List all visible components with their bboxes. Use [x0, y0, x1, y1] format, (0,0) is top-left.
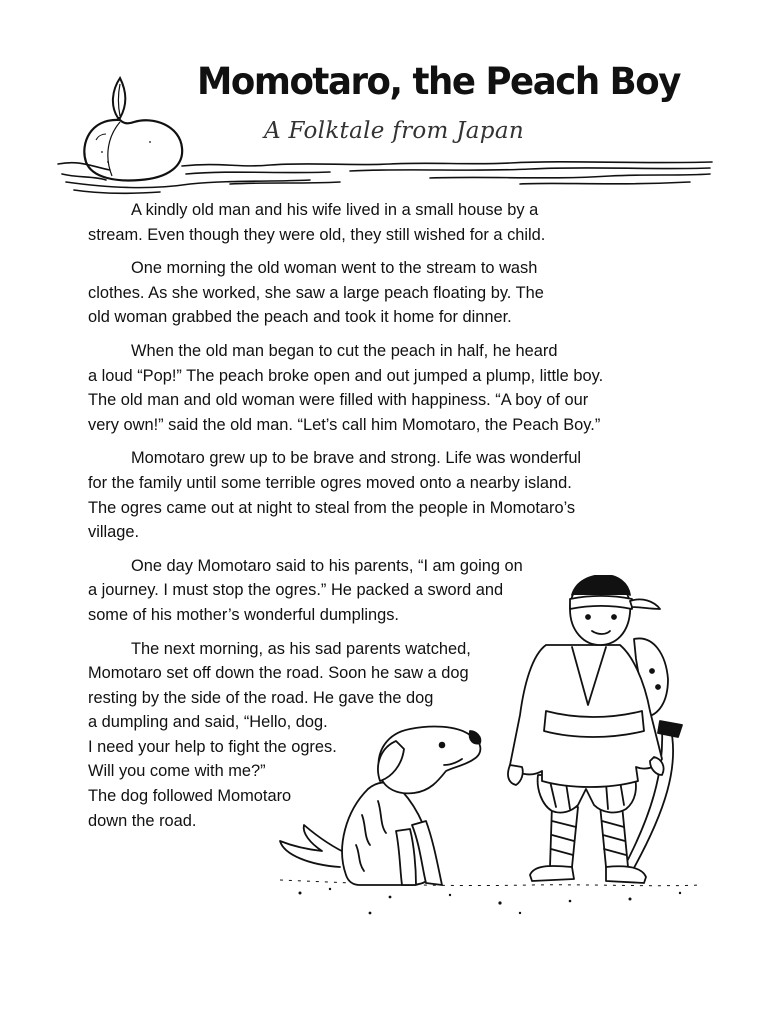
ground-dots: [280, 880, 700, 914]
story-paragraph: One morning the old woman went to the stream to wash clothes. As she worked, she saw a large peach floating by. The old woman grabbed the peach and took it home for dinner.: [88, 259, 544, 327]
story-paragraph: The next morning, as his sad parents watched, Momotaro set off down the road. Soon he saw a dog resting by the side of the road. He gave the dog a dumpling and said, “Hello, dog. I need your help to fight the ogres. Will you come with me?” The dog followed Momotaro down the road.: [88, 639, 471, 830]
story-paragraph: One day Momotaro said to his parents, “I am going on a journey. I must stop the ogres.” He packed a sword and some of his mother’s wonderful dumplings.: [88, 556, 523, 624]
momotaro-figure: [508, 575, 682, 883]
story-paragraph: A kindly old man and his wife lived in a small house by a stream. Even though they were old, they still wished for a child.: [88, 201, 546, 244]
momotaro-and-dog-illustration: [270, 575, 710, 935]
page-title: Momotaro, the Peach Boy: [197, 60, 680, 103]
story-paragraph: When the old man began to cut the peach in half, he heard a loud “Pop!” The peach broke open and out jumped a plump, little boy. The old man and old woman were filled with happiness. “A boy of our very own!” said the old man. “Let’s call him Momotaro, the Peach Boy.”: [88, 341, 604, 434]
page-subtitle: A Folktale from Japan: [264, 118, 524, 144]
story-paragraph: Momotaro grew up to be brave and strong. Life was wonderful for the family until some terrible ogres moved onto a nearby island. The ogres came out at night to steal from the people in Momotaro’s village.: [88, 449, 582, 542]
peach-icon: [84, 120, 182, 181]
dog-figure: [280, 727, 480, 885]
